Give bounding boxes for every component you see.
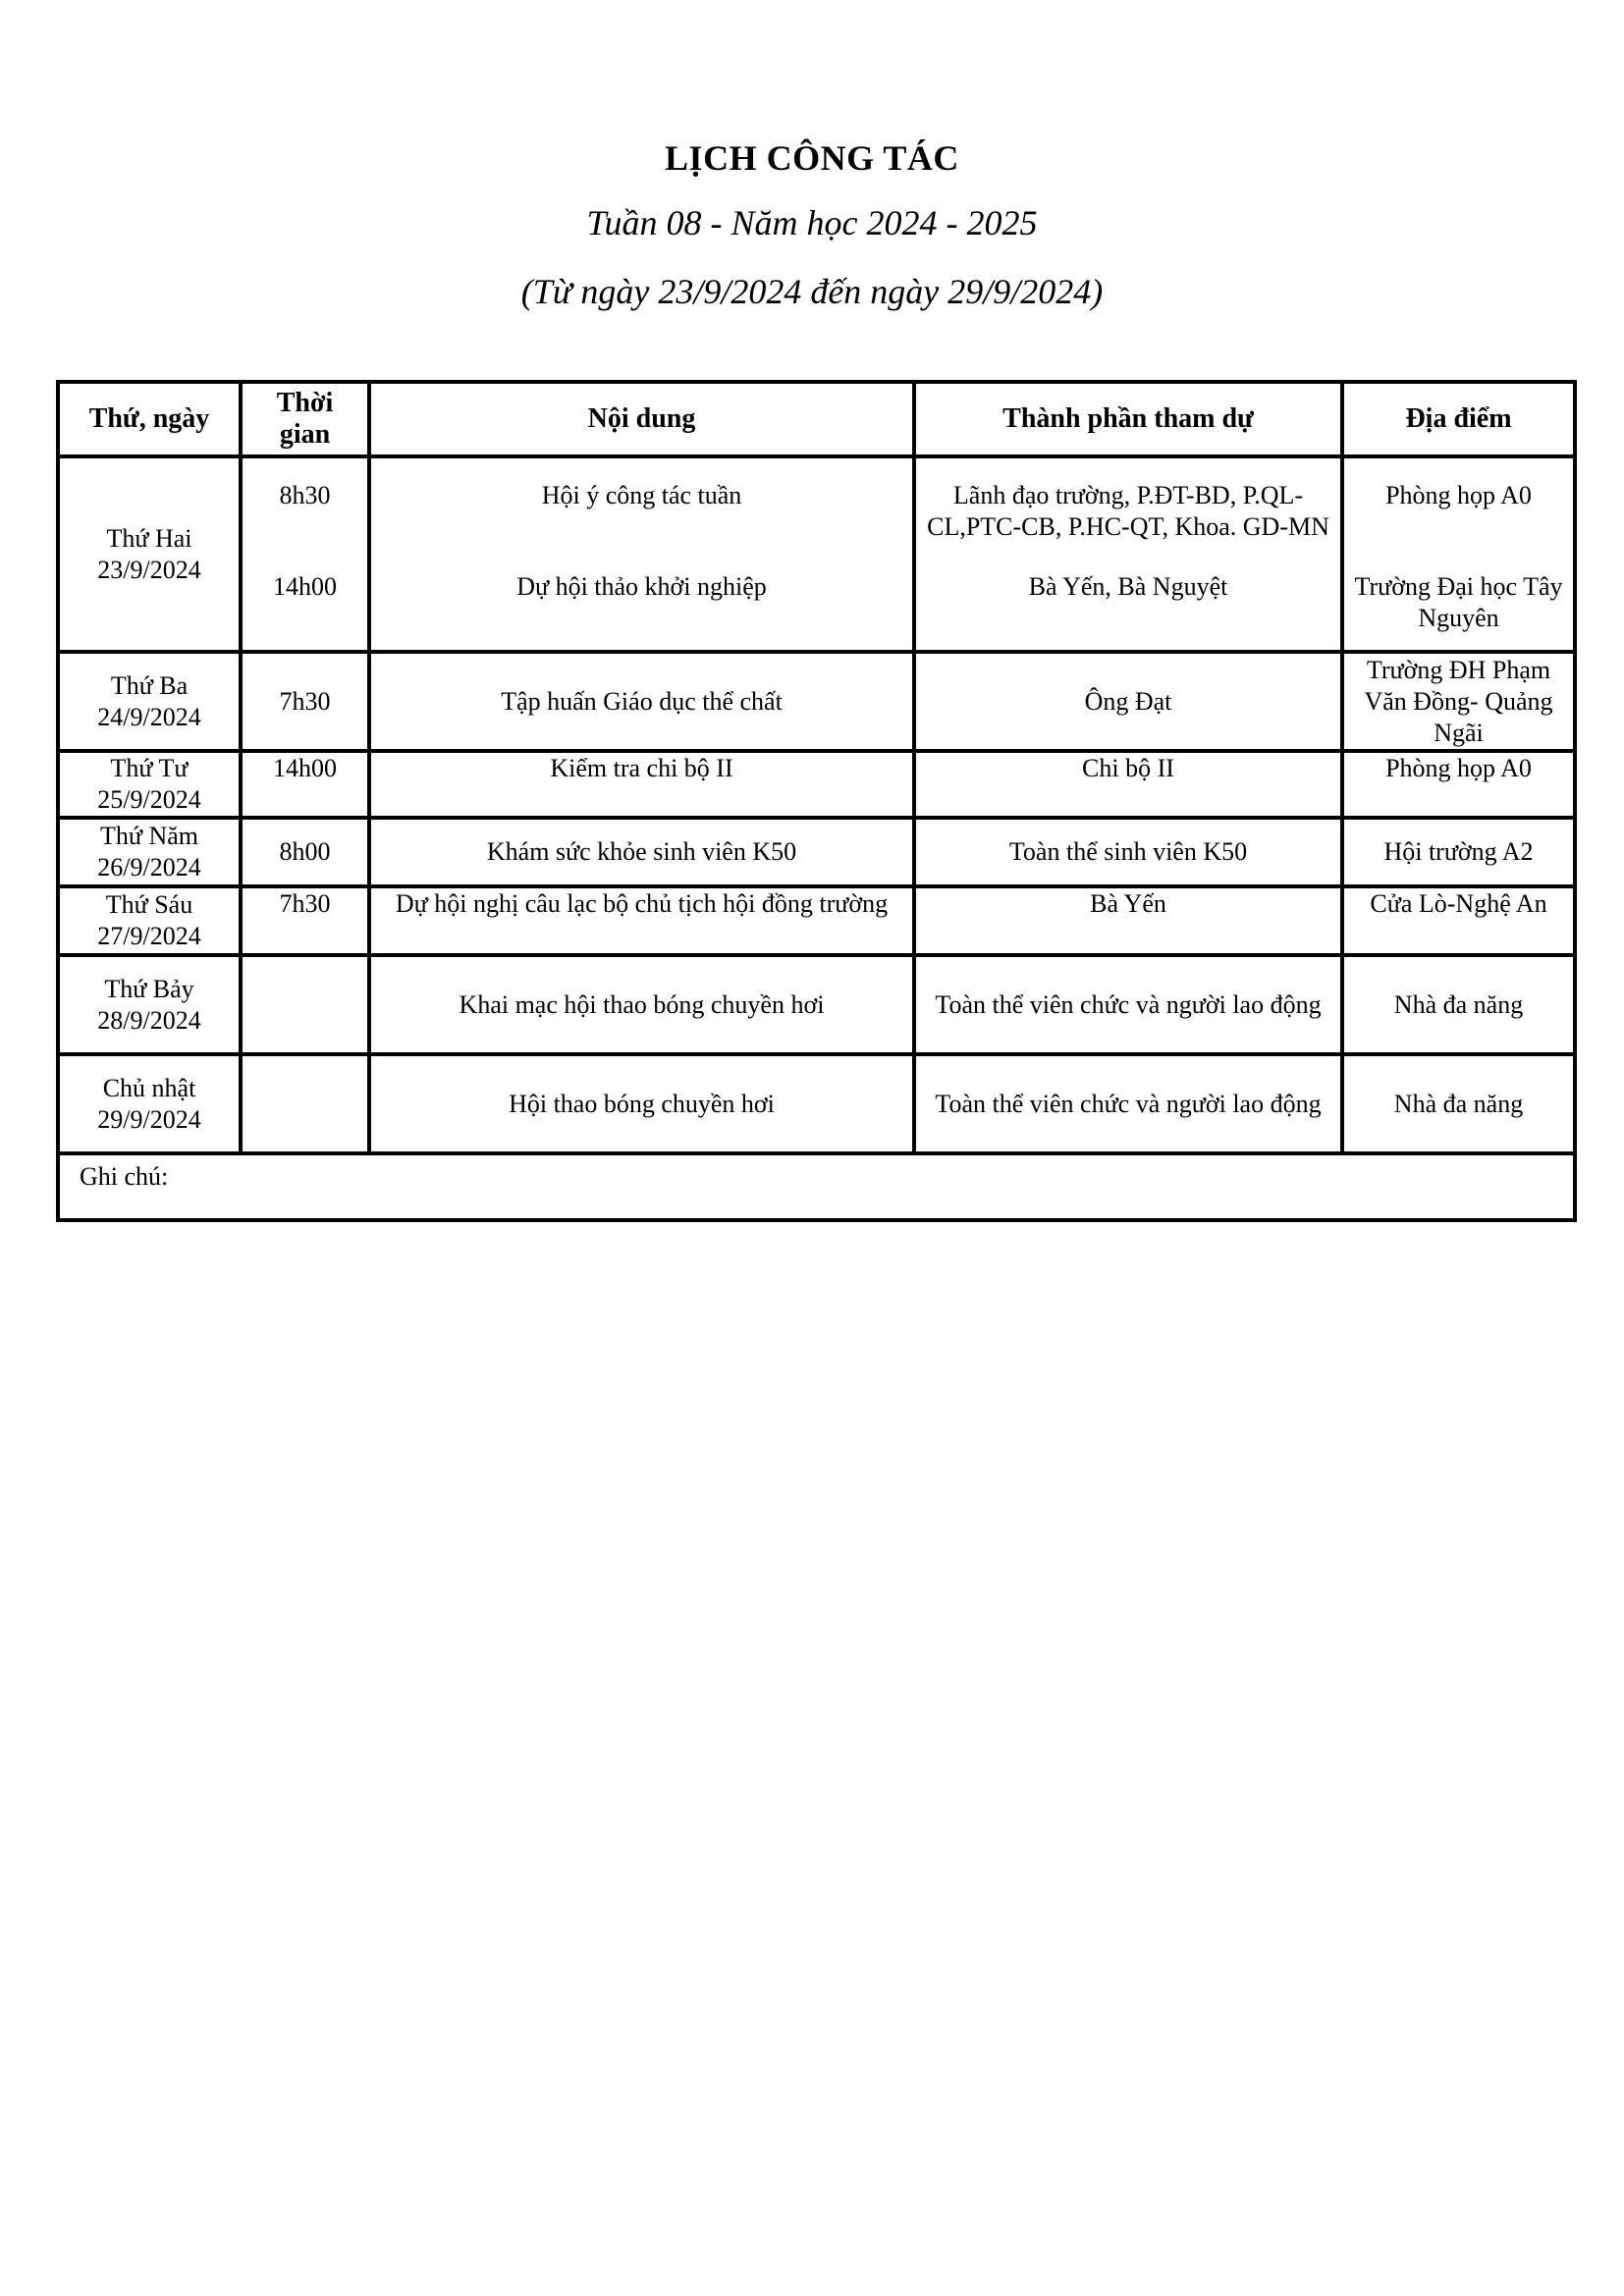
participants-value: Toàn thể sinh viên K50 xyxy=(914,818,1342,886)
day-date: 27/9/2024 xyxy=(97,922,201,950)
day-cell xyxy=(58,1054,241,1153)
content-cell xyxy=(369,456,914,652)
day-cell xyxy=(58,456,241,652)
day-cell xyxy=(58,886,241,955)
location-value: Phòng họp A0 xyxy=(1342,751,1575,818)
location-value: Hội trường A2 xyxy=(1342,818,1575,886)
time-value: 14h00 xyxy=(273,572,337,601)
day-date: 26/9/2024 xyxy=(97,853,201,881)
day-date: 25/9/2024 xyxy=(97,785,201,814)
header-participants: Thành phần tham dự xyxy=(914,382,1342,456)
day-name: Chủ nhật xyxy=(102,1073,196,1102)
time-value xyxy=(241,955,369,1054)
content-value: Dự hội thảo khởi nghiệp xyxy=(516,572,767,601)
day-date: 24/9/2024 xyxy=(97,702,201,731)
table-row xyxy=(58,751,1575,818)
table-header-row xyxy=(58,382,1575,456)
day-date: 23/9/2024 xyxy=(97,555,201,584)
participants-cell xyxy=(914,456,1342,652)
header-content: Nội dung xyxy=(369,382,914,456)
content-value: Khai mạc hội thao bóng chuyền hơi xyxy=(369,955,914,1054)
table-row xyxy=(58,955,1575,1054)
participants-value: Chi bộ II xyxy=(914,751,1342,818)
participants-value: Bà Yến, Bà Nguyệt xyxy=(1028,572,1228,601)
location-value: Trường Đại học Tây Nguyên xyxy=(1354,572,1563,632)
table-row xyxy=(58,652,1575,751)
header-time: Thời gian xyxy=(241,382,369,456)
time-value xyxy=(241,1054,369,1153)
content-value: Hội ý công tác tuần xyxy=(541,481,742,509)
day-cell xyxy=(58,818,241,886)
page-title: LỊCH CÔNG TÁC xyxy=(665,138,959,178)
location-value: Cửa Lò-Nghệ An xyxy=(1342,886,1575,955)
header-location: Địa điểm xyxy=(1342,382,1575,456)
table-row xyxy=(58,456,1575,652)
participants-value: Lãnh đạo trường, P.ĐT-BD, P.QL-CL,PTC-CB, P.HC-QT, Khoa. GD-MN xyxy=(927,481,1329,541)
table-row xyxy=(58,886,1575,955)
participants-value: Toàn thể viên chức và người lao động xyxy=(914,1054,1342,1153)
day-name: Thứ Hai xyxy=(106,523,192,553)
content-value: Hội thao bóng chuyền hơi xyxy=(369,1054,914,1153)
day-cell xyxy=(58,955,241,1054)
day-name: Thứ Bảy xyxy=(104,974,194,1003)
time-value: 14h00 xyxy=(241,751,369,818)
content-value: Tập huấn Giáo dục thể chất xyxy=(369,652,914,751)
time-cell xyxy=(241,456,369,652)
week-subtitle: Tuần 08 - Năm học 2024 - 2025 xyxy=(586,203,1038,242)
date-range: (Từ ngày 23/9/2024 đến ngày 29/9/2024) xyxy=(520,272,1104,311)
day-date: 28/9/2024 xyxy=(97,1005,201,1035)
day-cell xyxy=(58,652,241,751)
time-value: 8h00 xyxy=(241,818,369,886)
day-name: Thứ Tư xyxy=(110,754,189,782)
location-value: Nhà đa năng xyxy=(1342,955,1575,1054)
content-value: Khám sức khỏe sinh viên K50 xyxy=(369,818,914,886)
location-value: Trường ĐH Phạm Văn Đồng- Quảng Ngãi xyxy=(1342,652,1575,751)
content-value: Kiểm tra chi bộ II xyxy=(369,751,914,818)
table-row xyxy=(58,1054,1575,1153)
time-value: 7h30 xyxy=(241,886,369,955)
day-cell xyxy=(58,751,241,818)
participants-value: Toàn thể viên chức và người lao động xyxy=(914,955,1342,1054)
time-value: 8h30 xyxy=(279,481,331,509)
time-value: 7h30 xyxy=(241,652,369,751)
schedule-table xyxy=(56,380,1577,1222)
content-value: Dự hội nghị câu lạc bộ chủ tịch hội đồng trường xyxy=(369,886,914,955)
table-row xyxy=(58,818,1575,886)
day-date: 29/9/2024 xyxy=(97,1104,201,1134)
day-name: Thứ Sáu xyxy=(105,890,193,919)
day-name: Thứ Năm xyxy=(99,822,198,850)
notes-label: Ghi chú: xyxy=(58,1153,1575,1220)
day-name: Thứ Ba xyxy=(110,670,189,700)
location-value: Nhà đa năng xyxy=(1342,1054,1575,1153)
location-value: Phòng họp A0 xyxy=(1385,481,1532,509)
header-day: Thứ, ngày xyxy=(58,382,241,456)
participants-value: Bà Yến xyxy=(914,886,1342,955)
participants-value: Ông Đạt xyxy=(914,652,1342,751)
location-cell xyxy=(1342,456,1575,652)
notes-row xyxy=(58,1153,1575,1220)
